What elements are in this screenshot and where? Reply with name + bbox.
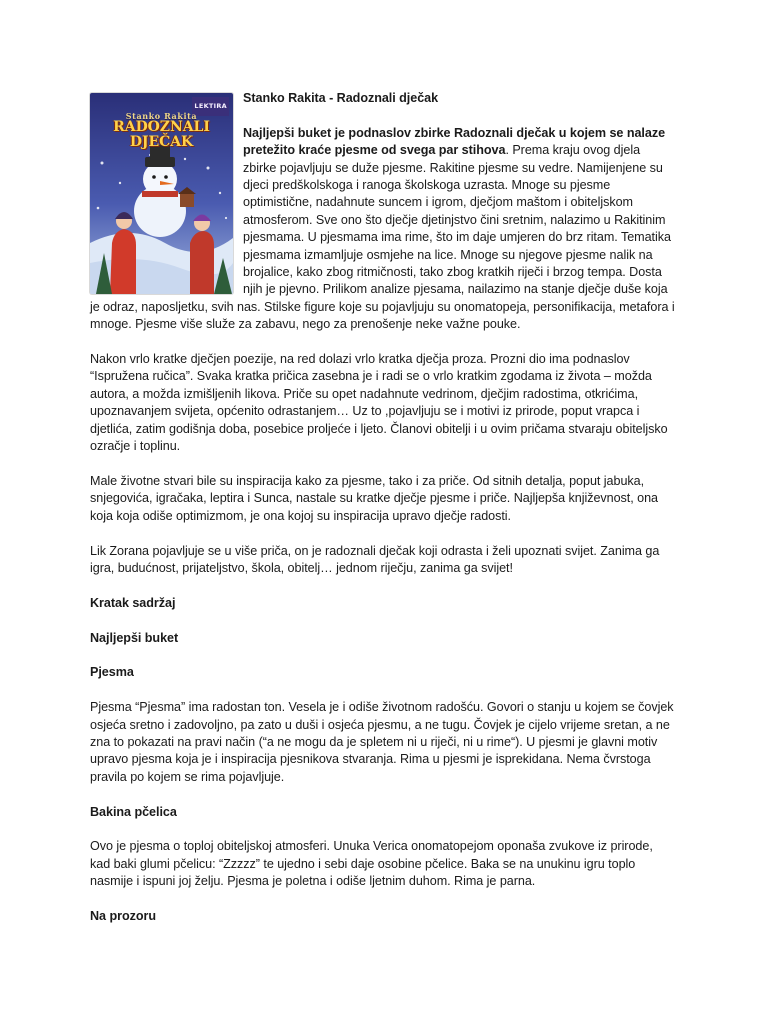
paragraph-pjesma: Pjesma “Pjesma” ima radostan ton. Vesela je i odiše životnom radošću. Govori o stanju u kojem se čovjek osjeća sretno i zadovoljno, pa zato u duši i osjeća pjesmu, a ne tugu. Čovjek je cijelo vrijeme sretan, a ne zna to pokazati na pravi način (“a ne mogu da je spletem ni u riječi, ni u rime“). U pjesmi je glavni motiv upravo pjesma koja je i inspiracija pjesnikova stvaranja. Rima u pjesmi je isprekidana. Nema čvrstoga pravila po kojem se rima pojavljuje. <box>90 700 674 784</box>
heading-na-prozoru: Na prozoru <box>90 908 156 923</box>
paragraph-inspiration: Male životne stvari bile su inspiracija kako za pjesme, tako i za priče. Od sitnih detalja, poput jabuka, snjegovića, igračaka, leptira i Sunca, nastale su kratke dječje pjesme i priče. Najljepša književnost, ona koja koja odiše optimizmom, je ona kojoj su inspiracija upravo dječje radosti. <box>90 473 659 523</box>
cover-title: RADOZNALI DJEČAK <box>113 119 210 150</box>
intro-bold-text: Najljepši buket je podnaslov zbirke Radoznali dječak u kojem se nalaze pretežito kraće pjesme od svega par stihova <box>243 125 666 158</box>
cover-lektira-label: LEKTIRA <box>192 97 229 116</box>
document-page <box>90 90 676 943</box>
heading-bakina-pcelica: Bakina pčelica <box>90 804 177 819</box>
cover-author: Stanko Rakita <box>125 111 198 121</box>
paragraph-bakina-pcelica: Ovo je pjesma o toploj obiteljskoj atmosferi. Unuka Verica onomatopejom oponaša zvukove iz prirode, kad baki glumi pčelicu: “Zzzzz” te ujedno i sebi daje osobine pčelice. Baka se na unukinu igru toplo nasmije i ispuni joj želju. Pjesma je poletna i odiše ljetnim duhom. Rima je parna. <box>90 839 653 889</box>
book-cover-image <box>90 93 233 294</box>
document-title: Stanko Rakita - Radoznali dječak <box>243 91 439 105</box>
paragraph-prose: Nakon vrlo kratke dječjen poezije, na red dolazi vrlo kratka dječja proza. Prozni dio ima podnaslov “Ispružena ručica”. Svaka kratka pričica zasebna je i radi se o vrlo kratkim zgodama iz života – možda autora, a možda izmišljenih likova. Priče su opet nadahnute vedrinom, dječjim radostima, otkrićima, upoznavanjem svijeta, općenito odrastanjem… Uz to ,pojavljuju se i motivi iz prirode, poput vrapca i djetlića, zatim godišnja doba, posebice proljeće i ljeto. Članovi obitelji i u ovim pričama stvaraju obiteljsko ozračje i toplinu. <box>90 352 668 454</box>
subheading-najljepsi-buket: Najljepši buket <box>90 630 179 645</box>
intro-text: . Prema kraju ovog djela zbirke pojavljuju se duže pjesme. Rakitine pjesme su vedre. Namijenjene su djeci predškolskoga i ranoga školskoga uzrasta. Mnoge su pjesme optimistične, nadahnute suncem i igrom, dječjom maštom i obiteljskom atmosferom. Sve ono što dječje djetinjstvo čini sretnim, nalazimo u Rakitinim pjesmama. U pjesmama ima rime, što im daje umjeren do brz ritam. Tematika pjesmama izmamljuje osmjehe na lice. Mnoge su njegove pjesme nalik na brojalice, kako zbog ritmičnosti, tako zbog kratkih riječi i brzog tempa. Dosta njih je pjevno. Prilikom analize pjesama, nailazimo na stanje dječje duše koja je odraz, naposljetku, svih nas. Stilske figure koje su pojavljuju su onomatopeja, personifikacija, metafora i mnoge. Pjesme više služe za zabavu, nego za prenošenje neke važne pouke. <box>90 143 675 332</box>
section-heading-summary: Kratak sadržaj <box>90 595 176 610</box>
heading-pjesma: Pjesma <box>90 665 134 680</box>
paragraph-zoran: Lik Zorana pojavljuje se u više priča, on je radoznali dječak koji odrasta i želi upoznati svijet. Zanima ga igra, budućnost, prijateljstvo, škola, obitelj… jednom riječju, zanima ga svijet! <box>90 543 660 575</box>
